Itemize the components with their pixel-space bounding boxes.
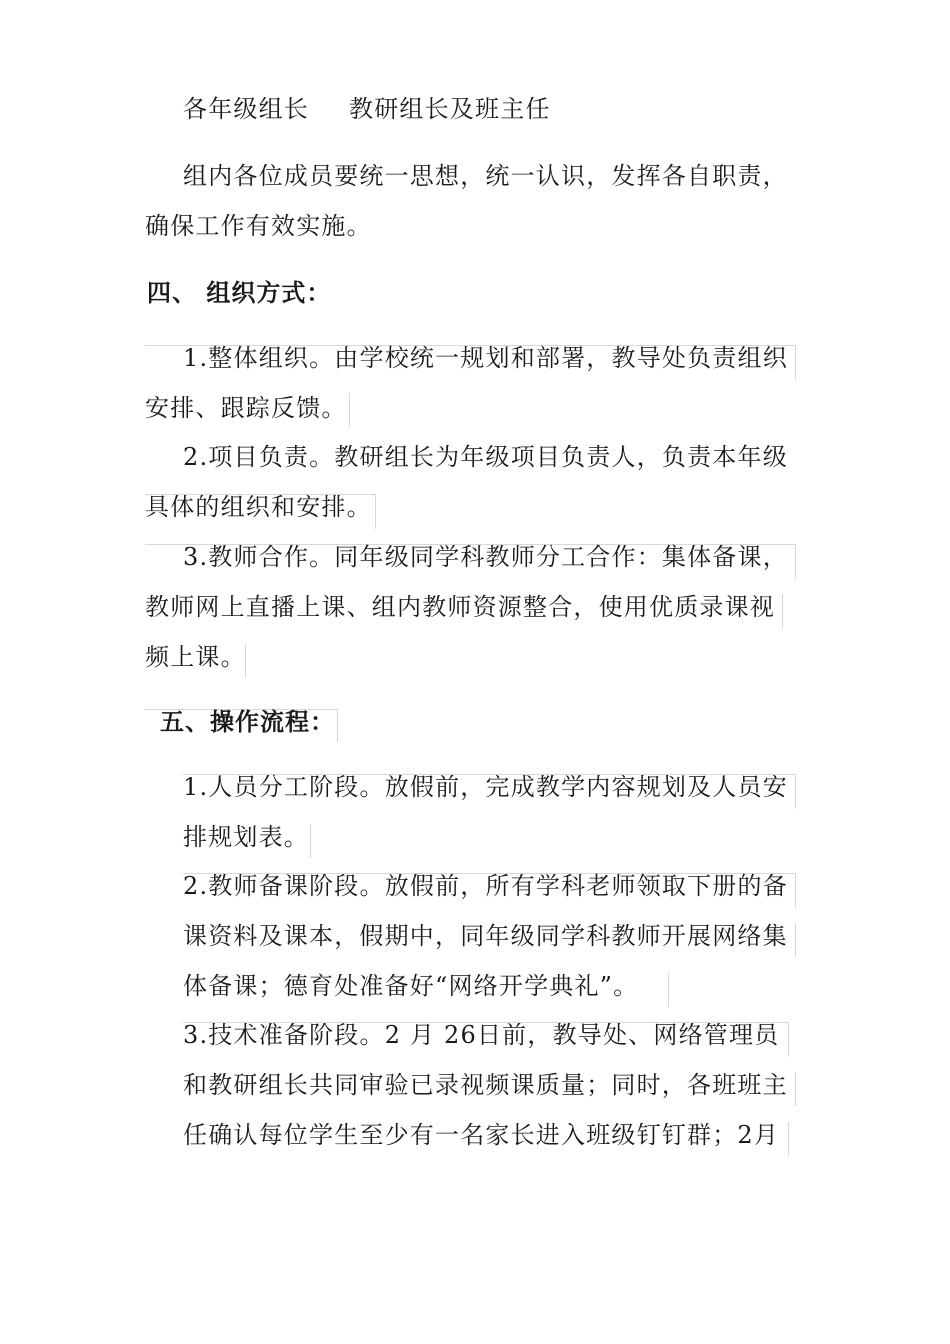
s5-item3-line-3: 任确认每位学生至少有一名家长进入班级钉钉群；2月 (183, 1121, 780, 1149)
s5-item1-line-1: 1.人员分工阶段。放假前，完成教学内容规划及人员安 (183, 773, 788, 801)
leadership-label-teaching: 教研组长及班主任 (349, 95, 551, 123)
section-4-heading: 四、 组织方式： (147, 279, 332, 307)
section-5-heading: 五、操作流程： (160, 708, 335, 736)
intro-line-1: 组内各位成员要统一思想，统一认识，发挥各自职责， (183, 162, 788, 190)
s4-item1-line-2: 安排、跟踪反馈。 (145, 394, 347, 422)
s4-item2-line-2: 具体的组织和安排。 (145, 493, 372, 521)
s5-item2-line-2: 课资料及课本，假期中，同年级同学科教师开展网络集 (183, 922, 788, 950)
s4-item3-line-3: 频上课。 (145, 643, 246, 671)
s5-item2-line-3: 体备课；德育处准备好“网络开学典礼”。 (183, 972, 639, 1000)
leadership-line (183, 94, 551, 124)
s4-item3-line-1: 3.教师合作。同年级同学科教师分工合作：集体备课， (183, 543, 788, 571)
s5-item2-line-1: 2.教师备课阶段。放假前，所有学科老师领取下册的备 (183, 872, 788, 900)
s4-item1-line-1: 1.整体组织。由学校统一规划和部署，教导处负责组织 (183, 344, 788, 372)
s4-item3-line-2: 教师网上直播上课、组内教师资源整合，使用优质录课视 (145, 593, 775, 621)
s4-item2-line-1: 2.项目负责。教研组长为年级项目负责人，负责本年级 (183, 443, 788, 471)
s5-item1-line-2: 排规划表。 (183, 823, 309, 851)
s5-item3-line-1: 3.技术准备阶段。2 月 26日前，教导处、网络管理员 (183, 1021, 780, 1049)
leadership-label-grade: 各年级组长 (183, 95, 309, 123)
s5-item3-line-2: 和教研组长共同审验已录视频课质量；同时，各班班主 (183, 1071, 788, 1099)
intro-line-2: 确保工作有效实施。 (145, 212, 372, 240)
